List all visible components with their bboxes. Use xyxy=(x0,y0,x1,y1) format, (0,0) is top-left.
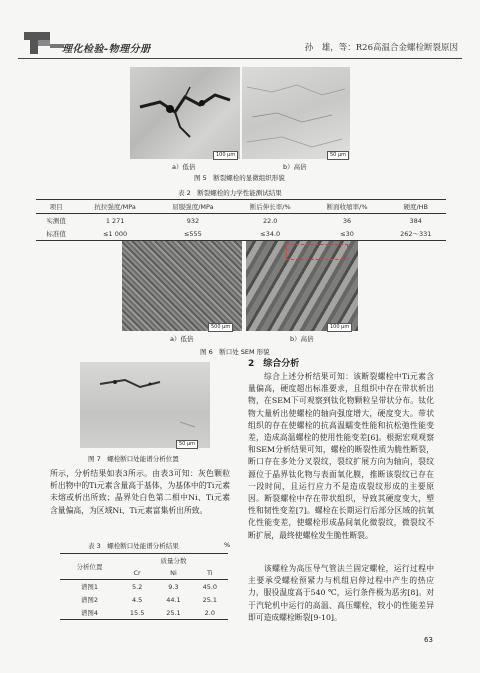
table-cell: 5.2 xyxy=(131,582,143,591)
figure6-panel-b-photo xyxy=(246,241,358,331)
table-cell: 1 271 xyxy=(105,216,125,225)
table3-header-row xyxy=(60,554,228,568)
table-row xyxy=(60,593,228,606)
table-cell: 44.1 xyxy=(166,595,181,604)
table-cell: 22.0 xyxy=(262,216,278,225)
figure6-scale-b: 100 μm xyxy=(327,323,352,332)
journal-logo xyxy=(24,30,64,54)
figure7-caption: 图 7 螺栓断口处能谱分析位置 xyxy=(88,455,179,463)
journal-logo-text: 理化检验-物理分册 xyxy=(62,44,151,55)
figure7-scale: 50 μm xyxy=(176,440,198,449)
table-cell: 9.3 xyxy=(168,582,179,591)
figure6-caption: 图 6 断口处 SEM 形貌 xyxy=(200,348,270,356)
header-rule xyxy=(18,58,462,59)
table2-header-cell: 断面收缩率/% xyxy=(309,200,386,214)
table-cell: 标准值 xyxy=(36,227,76,241)
figure5-panel-b-label: b）高倍 xyxy=(283,163,307,171)
table-cell: 谱图1 xyxy=(80,583,99,591)
table-row xyxy=(60,580,228,594)
table-cell: ≤34.0 xyxy=(232,227,309,241)
table-cell: 25.1 xyxy=(202,595,218,604)
table-row xyxy=(60,606,228,620)
table2 xyxy=(36,199,446,241)
figure6-scale-a: 500 μm xyxy=(208,323,233,332)
figure6-panel-a-photo xyxy=(122,241,242,331)
page-number: 63 xyxy=(424,636,433,644)
precipitate-band xyxy=(80,362,210,448)
left-paragraph: 所示，分析结果如表3所示。由表3可知：灰色颗粒析出物中的Ti元素含量高于基体，为基体中的Ti元素未熔或析出所致；晶界处白色第二相中Ni、Ti元素含量偏高，为区域Ni、Ti元素富集析出所致。 xyxy=(50,469,230,515)
table2-header-cell: 硬度/HB xyxy=(385,200,446,214)
table3-position-header: 分析位置 xyxy=(60,554,119,580)
table-cell: 262～331 xyxy=(385,227,446,241)
figure5-panel-a-label: a）低倍 xyxy=(172,163,196,171)
figure6-panel-a-label: a）低倍 xyxy=(170,335,194,343)
table3-title: 表 3 螺栓断口处能谱分析结果 xyxy=(88,542,179,550)
table-cell: 932 xyxy=(186,216,200,225)
table3-unit: % xyxy=(224,541,231,549)
grain-texture xyxy=(242,67,350,159)
table-cell: 15.5 xyxy=(119,606,155,620)
table2-title: 表 2 断裂螺栓的力学性能测试结果 xyxy=(178,189,282,197)
table-cell: ≤30 xyxy=(309,227,386,241)
crack-network xyxy=(130,67,240,159)
figure5-panel-b-photo xyxy=(242,67,350,159)
table-cell: 实测值 xyxy=(46,217,66,225)
table2-header-cell: 抗拉强度/MPa xyxy=(76,200,154,214)
table-cell: 谱图2 xyxy=(80,596,99,604)
table-cell: ≤555 xyxy=(154,227,232,241)
table2-header-cell: 屈服强度/MPa xyxy=(154,200,232,214)
running-title: 孙 雄，等：R26高温合金螺栓断裂原因 xyxy=(304,43,458,53)
table-cell: ≤1 000 xyxy=(76,227,154,241)
figure5-scale-b: 50 μm xyxy=(327,151,349,160)
table-cell: 36 xyxy=(342,216,352,225)
table3-mass-header: 质量分数 xyxy=(119,554,228,568)
section2-paragraph-2: 该螺栓为高压导气管法兰固定螺栓，运行过程中主要承受螺栓预紧力与机组启停过程中产生的热应力，服役温度高于540 ℃，运行条件极为恶劣[8]。对于汽轮机中运行的高温、高压螺栓，较小的性能差异即可造成螺栓断裂[9-10]。 xyxy=(248,564,434,622)
table-row xyxy=(36,214,446,228)
section2-paragraph-1: 综合上述分析结果可知：该断裂螺栓中Ti元素含量偏高，硬度超出标准要求，且组织中存在带状析出物，在SEM下可观察到钛化物颗粒呈带状分布。钛化物大量析出使螺栓的轴向强度增大，硬度变大。带状组织的存在使螺栓的抗高温蠕变性能和抗松弛性能变差，造成高温螺栓的使用性能变差[6]。根据宏观观察和SEM分析结果可知，螺栓的断裂性质为脆性断裂，断口存在多处分叉裂纹，裂纹扩展方向为轴向，裂纹源位于晶界钛化物与表面氧化膜，推断该裂纹已存在一段时间，且运行应力不是造成裂纹形成的主要原因。断裂螺栓中存在带状组织，导致其硬度变大，塑性和韧性变差[7]。螺栓在长期运行后部分区域的抗氧化性能变差，使螺栓形成晶间氧化微裂纹，微裂纹不断扩展，最终使螺栓发生脆性断裂。 xyxy=(248,372,434,540)
crack-origin-highlight xyxy=(286,244,348,260)
table3-element-header: Cr xyxy=(119,567,155,580)
section-heading: 2 综合分析 xyxy=(248,359,300,369)
table-cell: 谱图4 xyxy=(60,606,119,620)
table-cell: 2.0 xyxy=(192,606,228,620)
table2-header-cell: 项目 xyxy=(36,200,76,214)
table3-element-header: Ni xyxy=(155,567,191,580)
table-cell: 45.0 xyxy=(202,582,218,591)
table2-header-row xyxy=(36,200,446,214)
table3-element-header: Ti xyxy=(192,567,228,580)
table-cell: 25.1 xyxy=(155,606,191,620)
figure5-scale-a: 100 μm xyxy=(213,151,238,160)
figure5-panel-a-photo xyxy=(130,67,240,159)
figure6-panel-b-label: b）高倍 xyxy=(290,335,314,343)
table2-header-cell: 断后伸长率/% xyxy=(232,200,309,214)
table-row xyxy=(36,227,446,241)
figure7-photo xyxy=(80,362,210,448)
table-cell: 384 xyxy=(409,216,422,225)
figure5-caption: 图 5 断裂螺栓的显微组织形貌 xyxy=(194,174,285,182)
table3 xyxy=(60,553,228,620)
table-cell: 4.5 xyxy=(131,595,143,604)
